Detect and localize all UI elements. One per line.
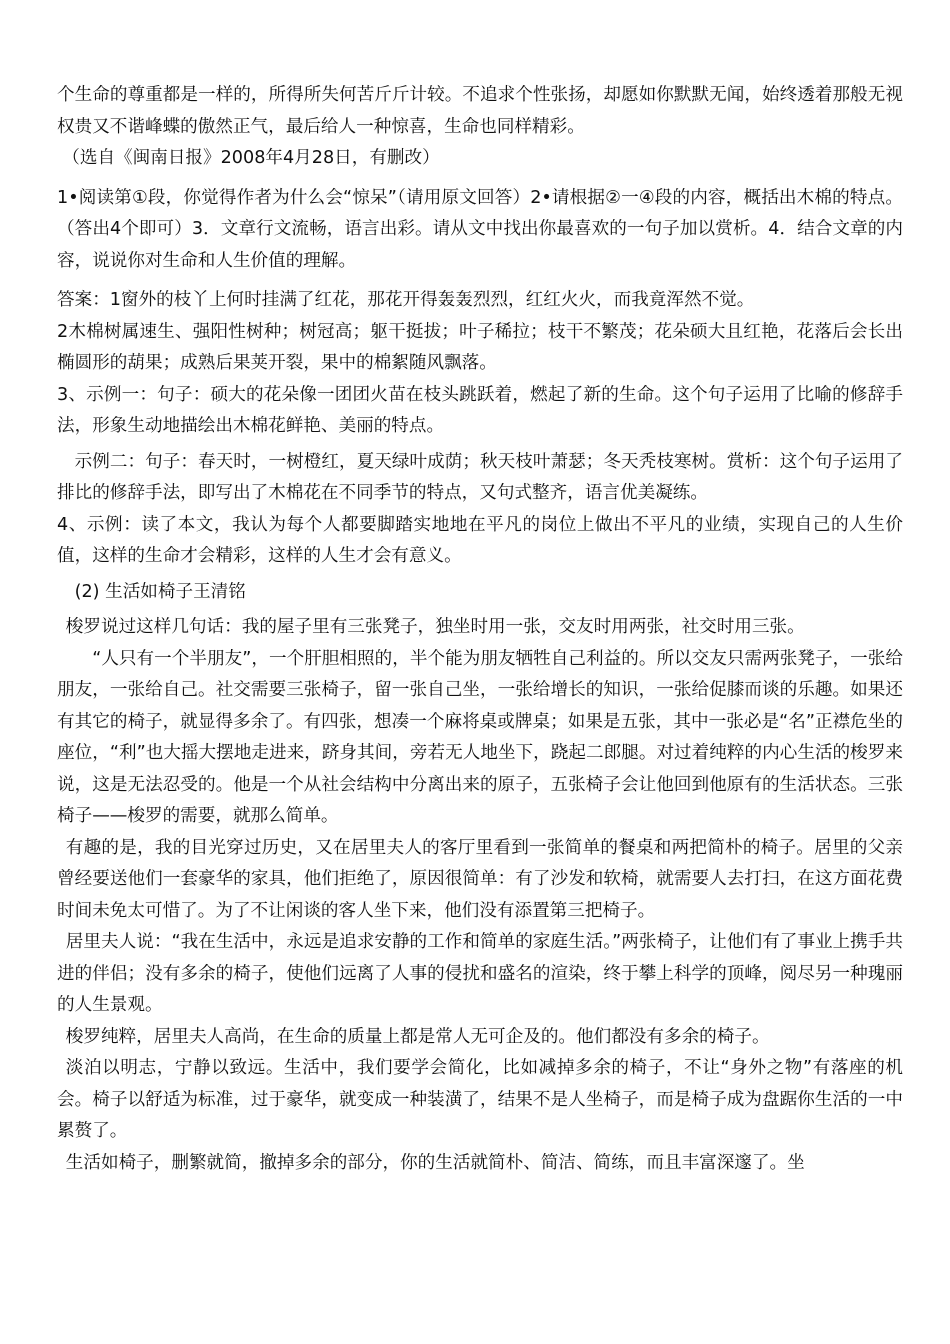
section-2-title: (2) 生活如椅子王清铭 xyxy=(74,581,246,602)
body-paragraph-1: 梭罗说过这样几句话：我的屋子里有三张凳子，独坐时用一张，交友时用两张，社交时用三张。 xyxy=(65,617,805,637)
document-page xyxy=(57,80,903,1179)
answer-3-example-2: 示例二：句子：春天时，一树橙红，夏天绿叶成荫；秋天枝叶萧瑟；冬天秃枝寒树。赏析：这个句子运用了排比的修辞手法，即写出了木棉花在不同季节的特点，又句式整齐，语言优美凝练。 xyxy=(57,451,903,503)
body-paragraph-3: 有趣的是，我的目光穿过历史，又在居里夫人的客厅里看到一张简单的餐桌和两把简朴的椅子。居里的父亲曾经要送他们一套豪华的家具，他们拒绝了，原因很简单：有了沙发和软椅，就需要人去打扫，在这方面花费时间未免太可惜了。为了不让闲谈的客人坐下来，他们没有添置第三把椅子。 xyxy=(57,837,903,921)
body-paragraph-6: 淡泊以明志，宁静以致远。生活中，我们要学会简化，比如减掉多余的椅子，不让“身外之物”有落座的机会。椅子以舒适为标准，过于豪华，就变成一种装潢了，结果不是人坐椅子，而是椅子成为盘踞你生活的一中累赘了。 xyxy=(57,1058,903,1141)
source-note: （选自《闽南日报》2008年4月28日，有删改） xyxy=(62,148,440,168)
article-closing-paragraph: 个生命的尊重都是一样的，所得所失何苦斤斤计较。不追求个性张扬，却愿如你默默无闻，始终透着那般无视权贵又不谐峰蝶的傲然正气，最后给人一种惊喜，生命也同样精彩。 xyxy=(57,85,903,137)
body-paragraph-2: “人只有一个半朋友”，一个肝胆相照的，半个能为朋友牺牲自己利益的。所以交友只需两张凳子，一张给朋友，一张给自己。社交需要三张椅子，留一张自己坐，一张给增长的知识，一张给促膝而谈的乐趣。如果还有其它的椅子，就显得多余了。有四张，想凑一个麻将桌或牌桌；如果是五张，其中一张必是“名”正襟危坐的座位，“利”也大摇大摆地走进来，跻身其间，旁若无人地坐下，跷起二郎腿。对过着纯粹的内心生活的梭罗来说，这是无法忍受的。他是一个从社会结构中分离出来的原子，五张椅子会让他回到他原有的生活状态。三张椅子——梭罗的需要，就那么简单。 xyxy=(57,648,903,826)
body-paragraph-5: 梭罗纯粹，居里夫人高尚，在生命的质量上都是常人无可企及的。他们都没有多余的椅子。 xyxy=(65,1026,770,1047)
answer-4: 4、示例：读了本文，我认为每个人都要脚踏实地地在平凡的岗位上做出不平凡的业绩，实现自己的人生价值，这样的生命才会精彩，这样的人生才会有意义。 xyxy=(57,514,903,566)
body-paragraph-7: 生活如椅子，删繁就简，撤掉多余的部分，你的生活就简朴、简洁、简练，而且丰富深邃了。坐 xyxy=(65,1152,805,1173)
answer-3-example-1: 3、示例一：句子：硕大的花朵像一团团火苗在枝头跳跃着，燃起了新的生命。这个句子运用了比喻的修辞手法，形象生动地描绘出木棉花鲜艳、美丽的特点。 xyxy=(57,384,903,436)
body-paragraph-4: 居里夫人说：“我在生活中，永远是追求安静的工作和简单的家庭生活。”两张椅子，让他们有了事业上携手共进的伴侣；没有多余的椅子，使他们远离了人事的侵扰和盛名的渲染，终于攀上科学的顶峰，阅尽另一种瑰丽的人生景观。 xyxy=(57,932,903,1015)
answer-2: 2木棉树属速生、强阳性树种；树冠高；躯干挺拔；叶子稀拉；枝干不繁茂；花朵硕大且红艳，花落后会长出椭圆形的葫果；成熟后果荚开裂，果中的棉絮随风飘落。 xyxy=(57,321,903,373)
answer-1: 答案：1窗外的枝丫上何时挂满了红花，那花开得轰轰烈烈，红红火火，而我竟浑然不觉。 xyxy=(57,290,755,310)
questions-paragraph: 1•阅读第①段，你觉得作者为什么会“惊呆”（请用原文回答）2•请根据②一④段的内容，概括出木棉的特点。（答出4个即可）3．文章行文流畅，语言出彩。请从文中找出你最喜欢的一句子加以赏析。4．结合文章的内容，说说你对生命和人生价值的理解。 xyxy=(57,187,903,271)
